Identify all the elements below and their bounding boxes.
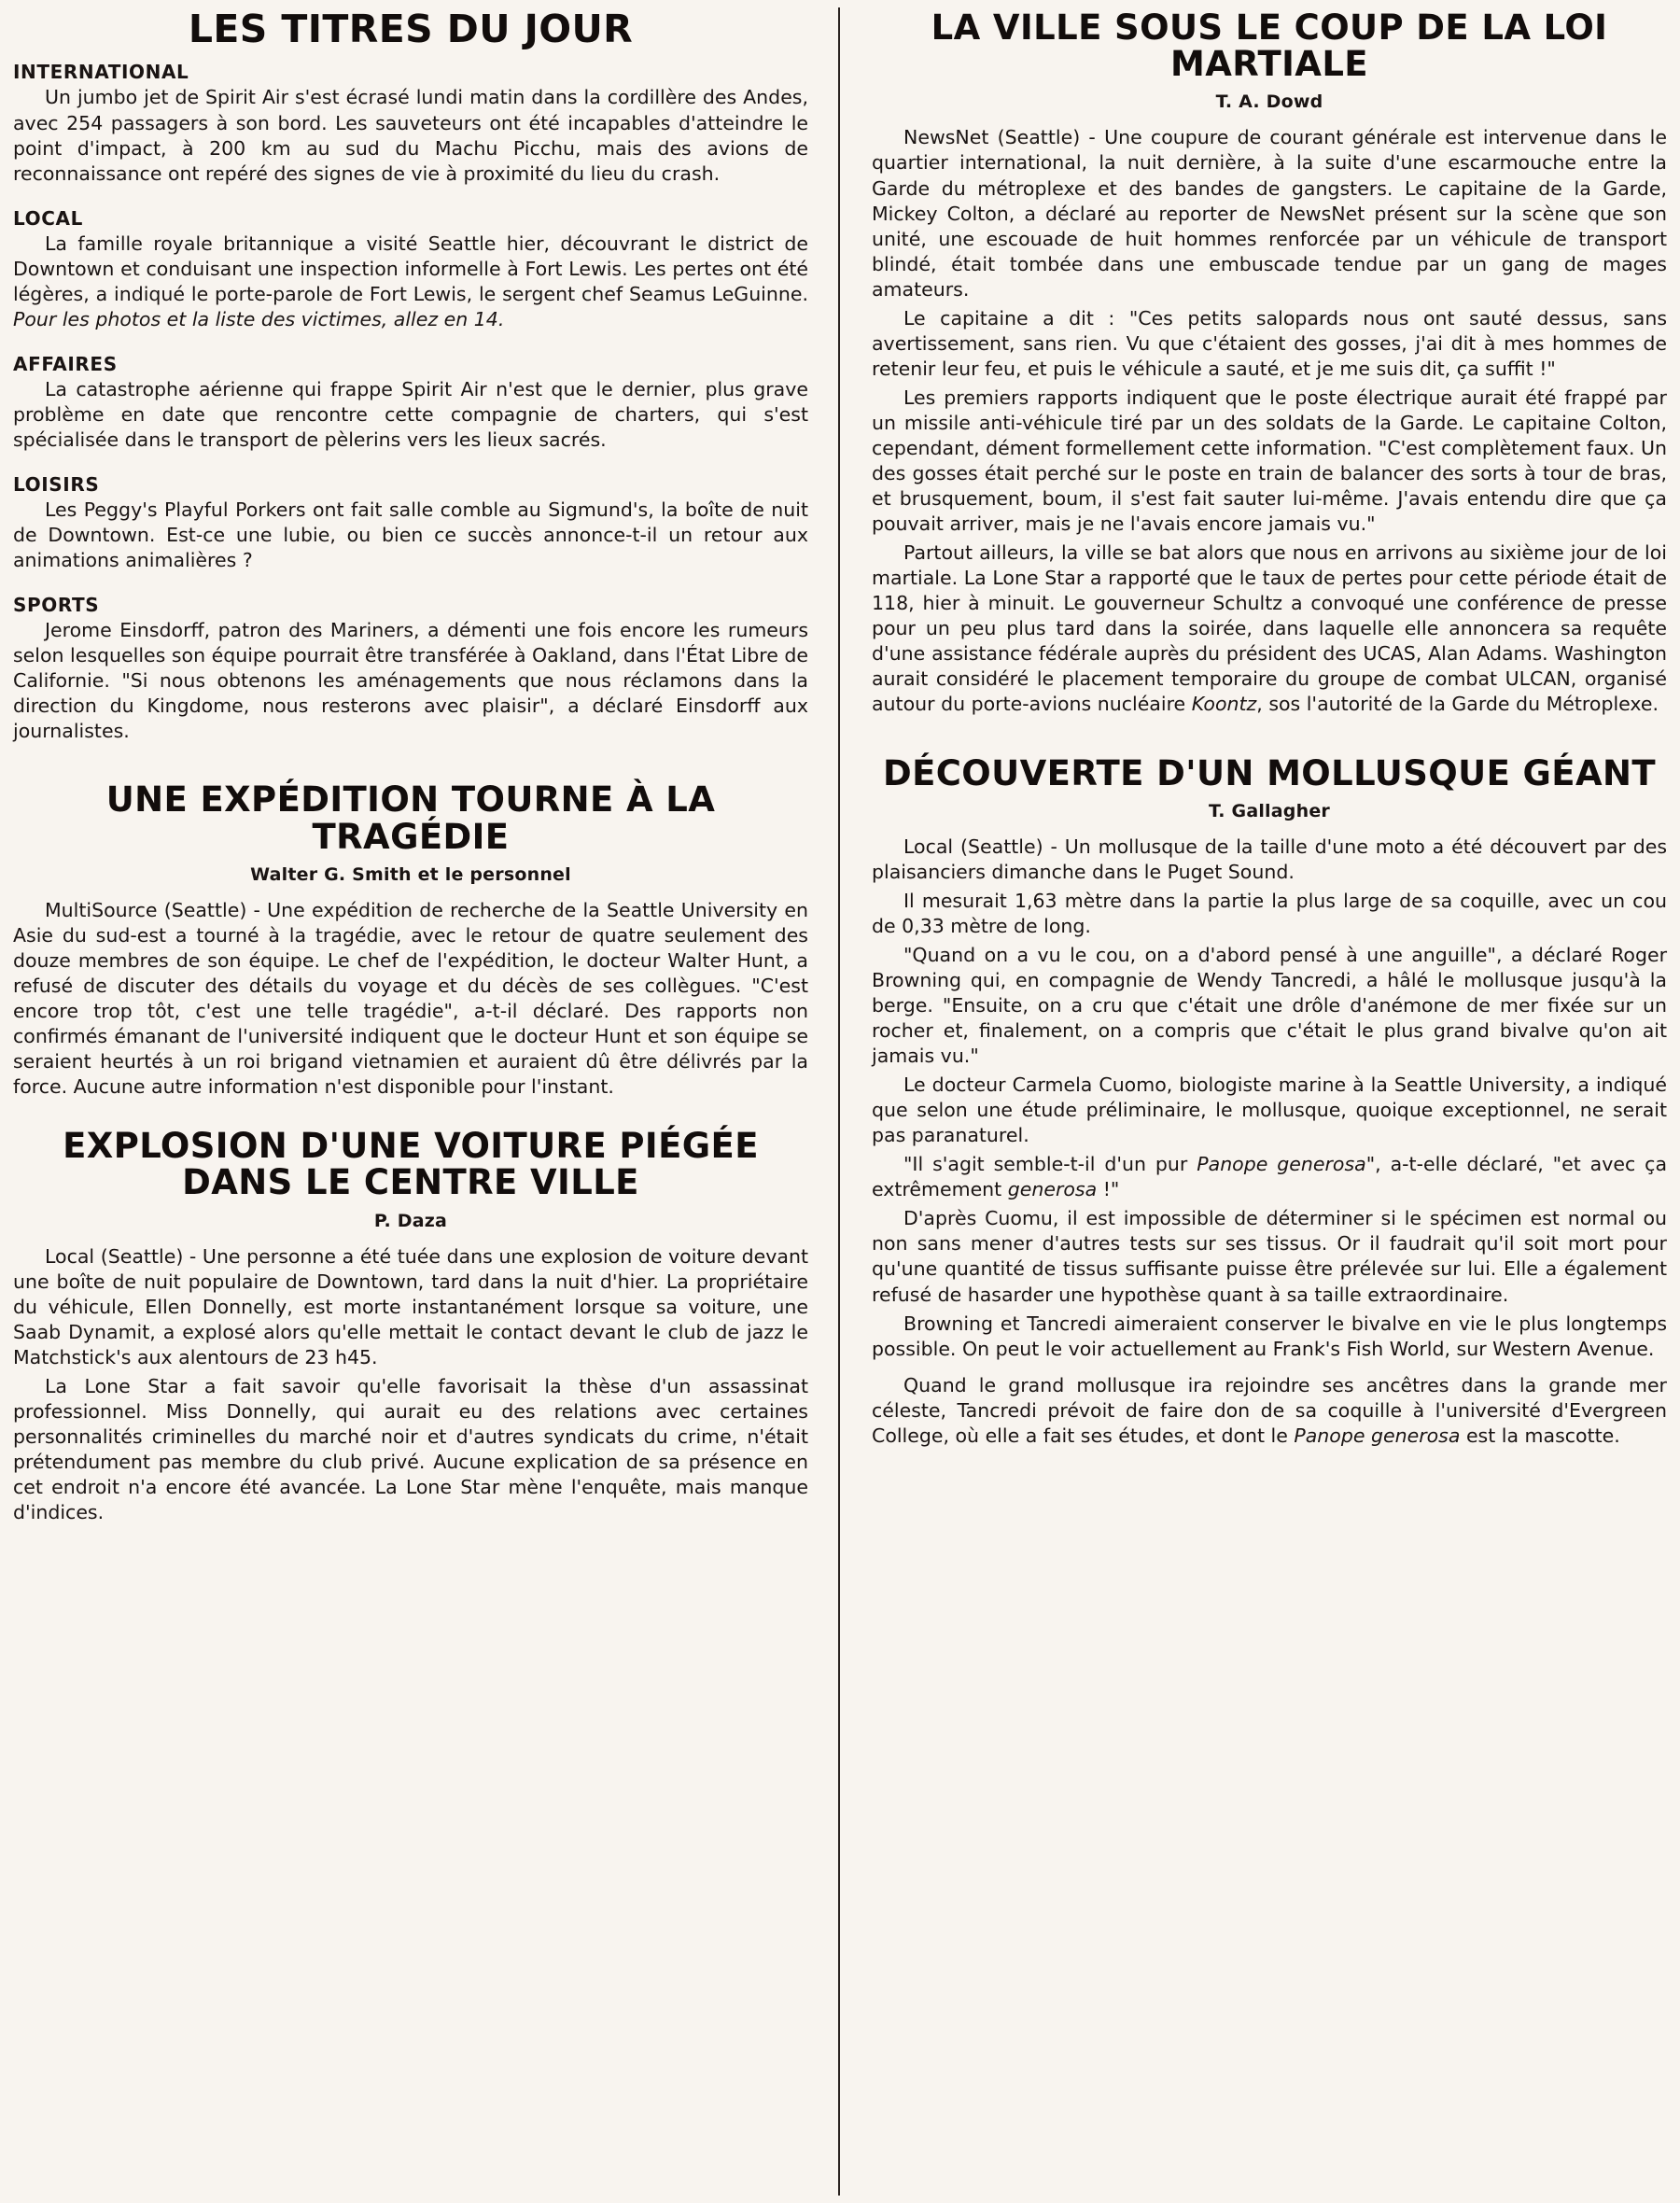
article-expedition — [13, 781, 808, 1100]
article-explosion — [13, 1128, 808, 1525]
article-mollusque — [872, 752, 1668, 1449]
section-international — [13, 61, 808, 186]
article-paragraph: D'après Cuomu, il est impossible de déterminer si le spécimen est normal ou non sans mener d'autres tests sur ses tissus. Or il faudrait qu'il soit mort pour qu'une quantité de tissus suffisante puisse être prélevée sur lui. Elle a également refusé de hasarder une hypothèse quant à sa taille extraordinaire. — [872, 1207, 1667, 1306]
article-byline-explosion: P. Daza — [373, 1210, 448, 1231]
spacer — [872, 731, 1667, 755]
column-divider — [838, 7, 840, 2196]
section-affaires — [13, 353, 808, 453]
article-paragraph: Le capitaine a dit : "Ces petits salopards nous ont sauté dessus, sans avertissement, sans rien. Vu que c'étaient des gosses, j'ai dit à mes hommes de retenir leur feu, et puis le véhicule a sauté, et je me suis dit, ça suffit !" — [872, 306, 1667, 380]
paragraph-tail: , sos l'autorité de la Garde du Métroplexe. — [1256, 693, 1659, 716]
paragraph-text: Partout ailleurs, la ville se bat alors que nous en arrivons au sixième jour de loi martiale. La Lone Star a rapporté que le taux de pertes pour cette période était de 118, hier à minuit. Le gouverneur Schultz a convoqué une conférence de presse pour un peu plus tard dans la soirée, dans laquelle elle annoncera sa requête d'une assistance fédérale auprès du président des UCAS, Alan Adams. Washington aurait considéré le placement temporaire du groupe de combat ULCAN, organisé autour du porte-avions nucléaire — [872, 541, 1667, 716]
article-paragraph: Local (Seattle) - Un mollusque de la taille d'une moto a été découvert par des plaisanciers dimanche dans le Puget Sound. — [872, 835, 1667, 883]
article-byline-expedition: Walter G. Smith et le personnel — [250, 863, 571, 885]
spacer — [872, 1366, 1667, 1373]
section-text-affaires: La catastrophe aérienne qui frappe Spirit Air n'est que le dernier, plus grave problème en date que rencontre cette compagnie de charters, qui s'est spécialisée dans le transport de pèlerins vers les lieux sacrés. — [13, 377, 808, 451]
paragraph-italic-generosa: generosa — [1007, 1178, 1098, 1201]
paragraph-italic-panope-2: Panope generosa — [1294, 1424, 1461, 1447]
article-byline-mollusque: T. Gallagher — [1209, 800, 1330, 821]
article-byline-martial-law: T. A. Dowd — [1215, 91, 1323, 113]
page-title: LES TITRES DU JOUR — [188, 7, 634, 51]
article-paragraph: Browning et Tancredi aimeraient conserver le bivalve en vie le plus longtemps possible. On peut le voir actuellement au Frank's Fish World, sur Western Avenue. — [872, 1312, 1667, 1360]
article-martial-law — [872, 9, 1667, 718]
article-paragraph: Le docteur Carmela Cuomo, biologiste marine à la Seattle University, a indiqué que selon une étude préliminaire, le mollusque, quoique exceptionnel, ne serait pas paranaturel. — [872, 1073, 1667, 1147]
section-label-loisirs: LOISIRS — [13, 472, 100, 496]
article-headline-expedition: UNE EXPÉDITION TOURNE À LA TRAGÉDIE — [105, 779, 716, 857]
section-text-local-main: La famille royale britannique a visité Seattle hier, découvrant le district de Downtown et conduisant une inspection informelle à Fort Lewis. Les pertes ont été légères, a indiqué le porte-parole de Fort Lewis, le sergent chef Seamus LeGuinne. — [13, 232, 808, 305]
section-sports — [13, 594, 808, 744]
article-paragraph: Les premiers rapports indiquent que le poste électrique aurait été frappé par un missile anti-véhicule tiré par un des soldats de la Garde. Le capitaine Colton, cependant, dément formellement cette information. "C'est complètement faux. Un des gosses était perché sur le poste en train de balancer des sorts à tour de bras, et brusquement, boum, il s'est fait sauter lui-même. J'avais entendu dire que ça pouvait arriver, mais je ne l'avais encore jamais vu." — [872, 386, 1667, 536]
paragraph-end: !" — [1097, 1178, 1120, 1201]
section-label-international: INTERNATIONAL — [13, 61, 189, 84]
section-text-international: Un jumbo jet de Spirit Air s'est écrasé lundi matin dans la cordillère des Andes, avec 254 passagers à son bord. Les sauveteurs ont été incapables d'atteindre le point d'impact, à 200 km au sud du Machu Picchu, mais des avions de reconnaissance ont repéré des signes de vie à proximité du lieu du crash. — [13, 86, 808, 185]
article-paragraph-panope — [872, 1152, 1667, 1202]
paragraph-italic-koontz: Koontz — [1191, 693, 1257, 716]
right-column — [840, 9, 1667, 2203]
paragraph-pre: Quand le grand mollusque ira rejoindre ses ancêtres dans la grande mer céleste, Tancredi prévoit de faire don de sa coquille à l'université d'Evergreen College, où elle a fait ses études, et dont le — [872, 1373, 1667, 1447]
paragraph-pre: "Il s'agit semble-t-il d'un pur — [903, 1153, 1197, 1176]
spacer — [13, 757, 808, 781]
section-local — [13, 207, 808, 332]
article-paragraph: La Lone Star a fait savoir qu'elle favorisait la thèse d'un assassinat professionnel. Miss Donnelly, qui aurait eu des relations avec certaines personnalités criminelles du marché noir et d'autres syndicats du crime, n'était prétendument pas membre du club privé. Aucune explication de sa présence en cet endroit n'a encore été avancée. La Lone Star mène l'enquête, mais manque d'indices. — [13, 1374, 808, 1524]
article-paragraph: Il mesurait 1,63 mètre dans la partie la plus large de sa coquille, avec un cou de 0,33 mètre de long. — [872, 889, 1667, 937]
paragraph-italic-panope-1: Panope generosa — [1197, 1153, 1366, 1176]
section-label-local: LOCAL — [13, 206, 83, 230]
article-headline-martial-law: LA VILLE SOUS LE COUP DE LA LOI MARTIALE — [931, 7, 1608, 85]
article-paragraph: NewsNet (Seattle) - Une coupure de courant générale est intervenue dans le quartier international, la nuit dernière, à la suite d'une escarmouche entre la Garde du métroplexe et des bandes de gangsters. Le capitaine de la Garde, Mickey Colton, a déclaré au reporter de NewsNet présent sur la scène que son unité, une escouade de huit hommes renforcée par un véhicule de transport blindé, était tombée dans une embuscade tendue par un gang de mages amateurs. — [872, 126, 1667, 301]
article-headline-mollusque: DÉCOUVERTE D'UN MOLLUSQUE GÉANT — [882, 752, 1657, 793]
section-text-local — [13, 232, 808, 332]
section-text-loisirs: Les Peggy's Playful Porkers ont fait salle comble au Sigmund's, la boîte de nuit de Downtown. Est-ce une lubie, ou bien ce succès annonce-t-il un retour aux animations animalières ? — [13, 498, 808, 572]
section-label-sports: SPORTS — [13, 594, 100, 617]
section-text-local-italic: Pour les photos et la liste des victimes, allez en 14. — [13, 307, 505, 330]
paragraph-end: est la mascotte. — [1460, 1424, 1620, 1447]
section-label-affaires: AFFAIRES — [13, 352, 118, 375]
paragraph-mid: ", a-t-elle déclaré, "et avec ça extrêmement — [872, 1153, 1668, 1201]
article-paragraph: Local (Seattle) - Une personne a été tuée dans une explosion de voiture devant une boîte de nuit populaire de Downtown, tard dans la nuit d'hier. La propriétaire du véhicule, Ellen Donnelly, est morte instantanément lorsque sa voiture, une Saab Dynamit, a explosé alors qu'elle mettait le contact devant le club de jazz le Matchstick's aux alentours de 23 h45. — [13, 1244, 808, 1368]
section-loisirs — [13, 473, 808, 573]
article-paragraph-final — [872, 1373, 1667, 1449]
article-headline-explosion: EXPLOSION D'UNE VOITURE PIÉGÉE DANS LE CENTRE VILLE — [63, 1126, 759, 1203]
article-paragraph: "Quand on a vu le cou, on a d'abord pensé à une anguille", a déclaré Roger Browning qui, en compagnie de Wendy Tancredi, a hâlé le mollusque jusqu'à la berge. "Ensuite, on a cru que c'était une drôle d'anémone de mer fixée sur un rocher et, finalement, on a compris que c'était le plus grand bivalve qu'on ait jamais vu." — [872, 943, 1667, 1068]
section-text-sports: Jerome Einsdorff, patron des Mariners, a démenti une fois encore les rumeurs selon lesquelles son équipe pourrait être transférée à Oakland, dans l'État Libre de Californie. "Si nous obtenons les aménagements que nous réclamons dans la direction du Kingdome, nous resterons avec plaisir", a déclaré Einsdorff aux journalistes. — [13, 619, 808, 743]
article-paragraph: MultiSource (Seattle) - Une expédition de recherche de la Seattle University en Asie du sud-est a tourné à la tragédie, avec le retour de quatre seulement des douze membres de son équipe. Le chef de l'expédition, le docteur Walter Hunt, a refusé de discuter des détails du voyage et du décès de ses collègues. "C'est encore trop tôt, c'est une telle tragédie", a-t-il déclaré. Des rapports non confirmés émanant de l'université indiquent que le docteur Hunt et son équipe se seraient heurtés à un roi brigand vietnamien et auraient dû être délivrés par la force. Aucune autre information n'est disponible pour l'instant. — [13, 898, 808, 1099]
article-paragraph — [872, 540, 1667, 717]
left-column — [13, 9, 840, 2203]
